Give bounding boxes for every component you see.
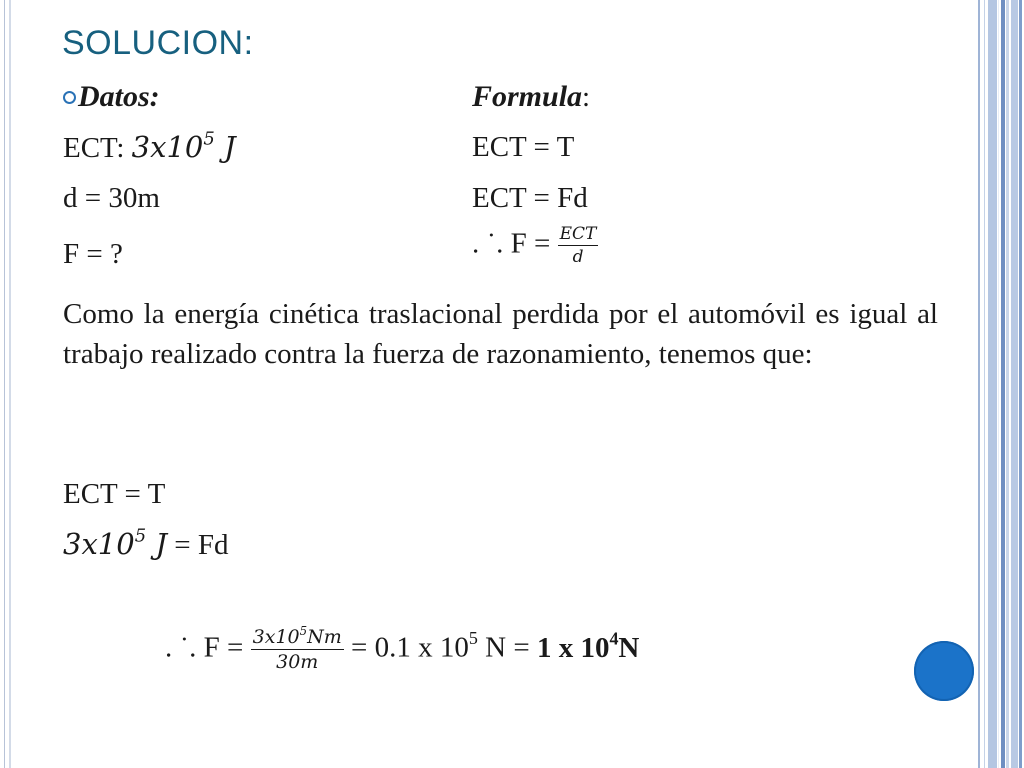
final-result-exponent: 4 [609,628,619,649]
final-num-exponent: 5 [299,623,308,638]
right-stripe [1011,0,1018,768]
eq2-lhs: 3x10 [63,527,135,561]
datos-heading: Datos: [78,80,160,113]
formula-line-2: ECT = Fd [472,182,588,214]
final-result-base: 1 x 10 [536,631,610,664]
fraction-numerator: ECT [559,224,597,244]
final-mid: = 0.1 x 10 [343,631,469,664]
final-mid-exponent: 5 [468,628,478,649]
ect-unit: J [214,130,236,164]
formula-line-3 [472,226,598,266]
fraction-ect-over-d [558,226,599,266]
ect-value: 3x10 [131,130,204,164]
final-mid-unit: N = [477,631,537,664]
therefore-prefix: . ˙. F = [472,227,558,260]
formula-line-1: ECT = T [472,131,575,163]
final-fraction-numerator [251,623,344,650]
final-fraction-denominator: 30m [276,651,319,673]
decorative-blue-circle [914,641,974,701]
right-stripe [1006,0,1009,768]
left-border-line-inner [9,0,11,768]
eq2-exponent: 5 [134,525,147,547]
final-result [536,628,640,664]
right-stripe [1001,0,1005,768]
right-stripe [988,0,997,768]
right-stripe [1019,0,1022,768]
formula-heading [472,82,590,112]
equation-1: ECT = T [63,478,166,510]
fraction-denominator: d [572,247,584,267]
explanation-paragraph: Como la energía cinética traslacional perdida por el automóvil es igual al trabajo realizado contra la fuerza de razonamiento, tenemos que: [63,298,938,370]
final-equation [165,623,640,673]
bullet-circle-icon [63,91,76,104]
right-stripe [984,0,985,768]
right-stripe [998,0,999,768]
ect-label: ECT: [63,132,132,164]
equation-2 [63,525,229,561]
datos-force-line: F = ? [63,238,123,270]
slide-title: SOLUCION: [62,24,254,62]
final-num-base: 3x10 [252,626,300,648]
ect-exponent: 5 [203,128,215,150]
left-border-line [4,0,5,768]
eq2-rhs: = Fd [167,529,229,561]
final-result-unit: N [618,631,640,664]
final-num-unit: Nm [307,626,342,648]
eq2-unit: J [146,527,167,561]
final-fraction [251,623,344,673]
datos-ect-line [63,128,236,164]
right-stripe [978,0,980,768]
formula-heading-text: Formula [472,80,583,113]
final-prefix: . ˙. F = [165,631,251,664]
datos-distance-line: d = 30m [63,182,160,214]
formula-heading-colon: : [582,81,591,113]
